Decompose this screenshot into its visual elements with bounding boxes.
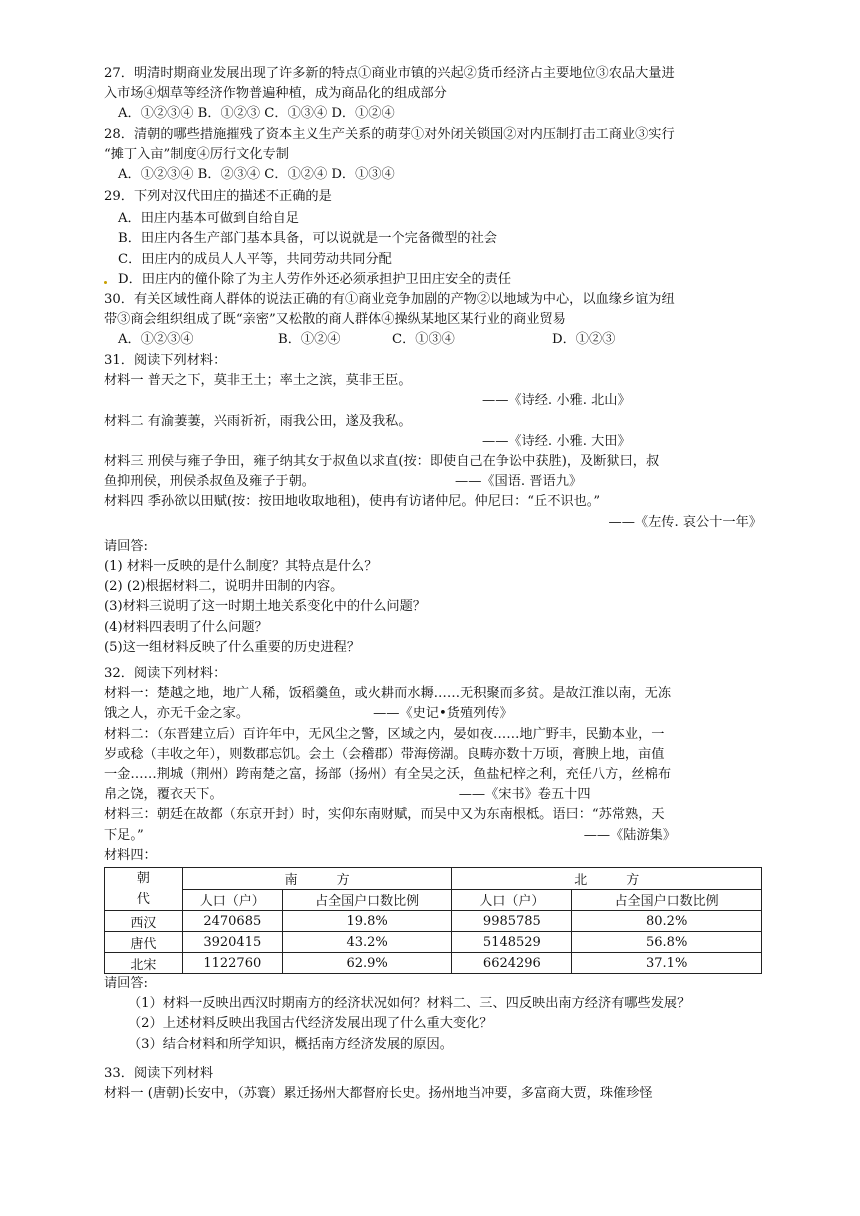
q32-question-1: （1）材料一反映出西汉时期南方的经济状况如何？材料二、三、四反映出南方经济有哪些发展？: [128, 996, 691, 1012]
cell-north-ratio: 37.1%: [572, 953, 762, 974]
q31-question-2: (2) (2)根据材料二，说明井田制的内容。: [104, 579, 344, 595]
cell-dynasty: 北宋: [105, 953, 183, 974]
q31-material-4: 材料四 季孙欲以田赋(按：按田地收取地租)，使冉有访诸仲尼。仲尼曰：“丘不识也。”: [104, 494, 601, 510]
q31-question-4: (4)材料四表明了什么问题？: [104, 619, 268, 635]
q32-material-3-line1: 材料三：朝廷在故都（东京开封）时，实仰东南财赋，而吴中又为东南根柢。语曰：“苏常熟，天: [104, 807, 665, 823]
q31-material-1: 材料一 普天之下，莫非王土；率土之滨，莫非王臣。: [104, 373, 412, 389]
q32-material-2-line3: 一金……荆城（荆州）跨南楚之富，扬部（扬州）有全吴之沃，鱼盐杞梓之利，充任八方，丝棉布: [104, 767, 672, 783]
q32-material-2-text: 帛之饶，覆衣天下。: [104, 787, 223, 803]
header-north-pop: 人口（户）: [452, 889, 572, 911]
q30-option-d: D．①②③: [552, 332, 616, 348]
q31-question-5: (5)这一组材料反映了什么重要的历史进程？: [104, 639, 361, 655]
q32-ask: 请回答:: [104, 976, 149, 992]
table-row: [105, 932, 762, 953]
header-dynasty-char2: 代: [136, 892, 150, 908]
stray-mark: [104, 281, 107, 284]
question-32: [104, 664, 762, 1055]
cell-south-pop: 3920415: [182, 932, 282, 953]
q30-options: [104, 330, 762, 350]
question-28: [104, 125, 762, 186]
q28-stem-line1: 28．清朝的哪些措施摧残了资本主义生产关系的萌芽①对外闭关锁国②对内压制打击工商业③实行: [104, 127, 675, 142]
q29-option-a: A．田庄内基本可做到自给自足: [118, 211, 299, 227]
q33-stem: 33．阅读下列材料: [104, 1066, 214, 1081]
q29-option-d: D．田庄内的僮仆除了为主人劳作外还必须承担护卫田庄安全的责任: [118, 271, 512, 287]
q29-option-c: C．田庄内的成员人人平等，共同劳动共同分配: [118, 251, 392, 267]
q30-stem-line2: 带③商会组织组成了既“亲密”又松散的商人群体④操纵某地区某行业的商业贸易: [104, 312, 566, 328]
q32-material-3-line2: [104, 826, 762, 846]
q31-material-3-line2: [104, 472, 762, 492]
q27-options: A．①②③④ B．①②③ C．①③④ D．①②④: [118, 106, 395, 122]
q31-material-2: 材料二 有渝萋萋，兴雨祈祈，雨我公田，遂及我私。: [104, 413, 412, 429]
header-dynasty-char1: 朝: [136, 871, 150, 887]
header-dynasty: [105, 868, 183, 911]
cell-dynasty: 唐代: [105, 932, 183, 953]
q31-material-2-source: ——《诗经. 小雅. 大田》: [482, 433, 631, 449]
q30-option-a: A．①②③④: [118, 332, 194, 348]
population-table: [104, 867, 762, 974]
cell-north-ratio: 56.8%: [572, 932, 762, 953]
cell-south-pop: 2470685: [182, 911, 282, 932]
q32-question-2: （2）上述材料反映出我国古代经济发展出现了什么重大变化？: [128, 1016, 493, 1032]
cell-north-pop: 9985785: [452, 911, 572, 932]
q27-stem-line1: 27．明清时期商业发展出现了许多新的特点①商业市镇的兴起②货币经济占主要地位③农品大量进: [104, 66, 675, 81]
q31-material-4-source: ——《左传. 哀公十一年》: [608, 514, 762, 530]
q31-material-3-text: 鱼抑刑侯，刑侯杀叔鱼及雍子于朝。: [104, 474, 315, 490]
q31-question-1: (1) 材料一反映的是什么制度？其特点是什么？: [104, 559, 378, 575]
question-33: [104, 1064, 762, 1104]
cell-north-ratio: 80.2%: [572, 911, 762, 932]
table-row: [105, 953, 762, 974]
q32-material-3-source: ——《陆游集》: [583, 827, 677, 843]
question-31: [104, 351, 762, 658]
q31-question-3: (3)材料三说明了这一时期土地关系变化中的什么问题？: [104, 599, 426, 615]
q32-material-2-line4: [104, 785, 762, 805]
q32-material-1-line2: [104, 704, 762, 724]
q28-options: A．①②③④ B．②③④ C．①②④ D．①③④: [118, 167, 395, 183]
header-north-ratio: 占全国户口数比例: [572, 889, 762, 911]
q29-option-b: B．田庄内各生产部门基本具备，可以说就是一个完备微型的社会: [118, 231, 497, 247]
q31-stem: 31．阅读下列材料：: [104, 353, 227, 368]
q32-question-3: （3）结合材料和所学知识，概括南方经济发展的原因。: [128, 1036, 453, 1052]
q33-material-1: 材料一 (唐朝)长安中，（苏寰）累迁扬州大都督府长史。扬州地当冲要，多富商大贾，珠傕珍怪: [104, 1086, 653, 1102]
q28-stem-line2: “摊丁入亩”制度④厉行文化专制: [104, 147, 289, 163]
q32-material-1-source: ——《史记•货殖列传》: [373, 706, 513, 722]
header-south: 南 方: [182, 868, 452, 890]
q31-material-3-source: ——《国语. 晋语九》: [455, 474, 583, 490]
header-south-pop: 人口（户）: [182, 889, 282, 911]
cell-south-ratio: 43.2%: [282, 932, 452, 953]
q31-ask: 请回答:: [104, 538, 149, 554]
q31-material-1-source: ——《诗经. 小雅. 北山》: [482, 393, 631, 409]
table-header-row: [105, 868, 762, 890]
header-south-ratio: 占全国户口数比例: [282, 889, 452, 911]
q27-stem-line2: 入市场④烟草等经济作物普遍种植，成为商品化的组成部分: [104, 86, 447, 102]
cell-north-pop: 6624296: [452, 953, 572, 974]
header-north: 北 方: [452, 868, 762, 890]
q32-stem: 32．阅读下列材料：: [104, 666, 227, 681]
question-27: [104, 64, 762, 125]
q30-option-b: B．①②④: [278, 332, 341, 348]
question-30: [104, 290, 762, 351]
cell-south-pop: 1122760: [182, 953, 282, 974]
question-29: [104, 187, 762, 290]
q32-material-4-label: 材料四：: [104, 847, 157, 863]
q30-option-c: C．①③④: [392, 332, 455, 348]
cell-south-ratio: 19.8%: [282, 911, 452, 932]
q29-stem: 29．下列对汉代田庄的描述不正确的是: [104, 189, 332, 204]
q32-material-1-text: 饿之人，亦无千金之家。: [104, 706, 250, 722]
cell-north-pop: 5148529: [452, 932, 572, 953]
q32-material-3-text: 下足。”: [104, 827, 144, 843]
q32-material-2-source: ——《宋书》卷五十四: [458, 787, 591, 803]
table-subheader-row: [105, 889, 762, 911]
cell-dynasty: 西汉: [105, 911, 183, 932]
table-row: [105, 911, 762, 932]
q32-material-2-line1: 材料二：（东晋建立后）百许年中，无风尘之警，区域之内，晏如夜……地广野丰，民勤本业，一: [104, 726, 665, 742]
q32-material-1-line1: 材料一：楚越之地，地广人稀，饭稻羹鱼，或火耕而水耨……无积聚而多贫。是故江淮以南，无冻: [104, 686, 672, 702]
q32-material-2-line2: 岁或稔（丰收之年），则数郡忘饥。会土（会稽郡）带海傍湖。良畴亦数十万顷，膏腴上地，亩值: [104, 746, 665, 762]
cell-south-ratio: 62.9%: [282, 953, 452, 974]
q30-stem-line1: 30．有关区域性商人群体的说法正确的有①商业竞争加剧的产物②以地域为中心，以血缘乡谊为纽: [104, 292, 675, 307]
q31-material-3-line1: 材料三 刑侯与雍子争田，雍子纳其女于叔鱼以求直(按：即使自己在争讼中获胜)，及断狱曰，叔: [104, 454, 660, 470]
